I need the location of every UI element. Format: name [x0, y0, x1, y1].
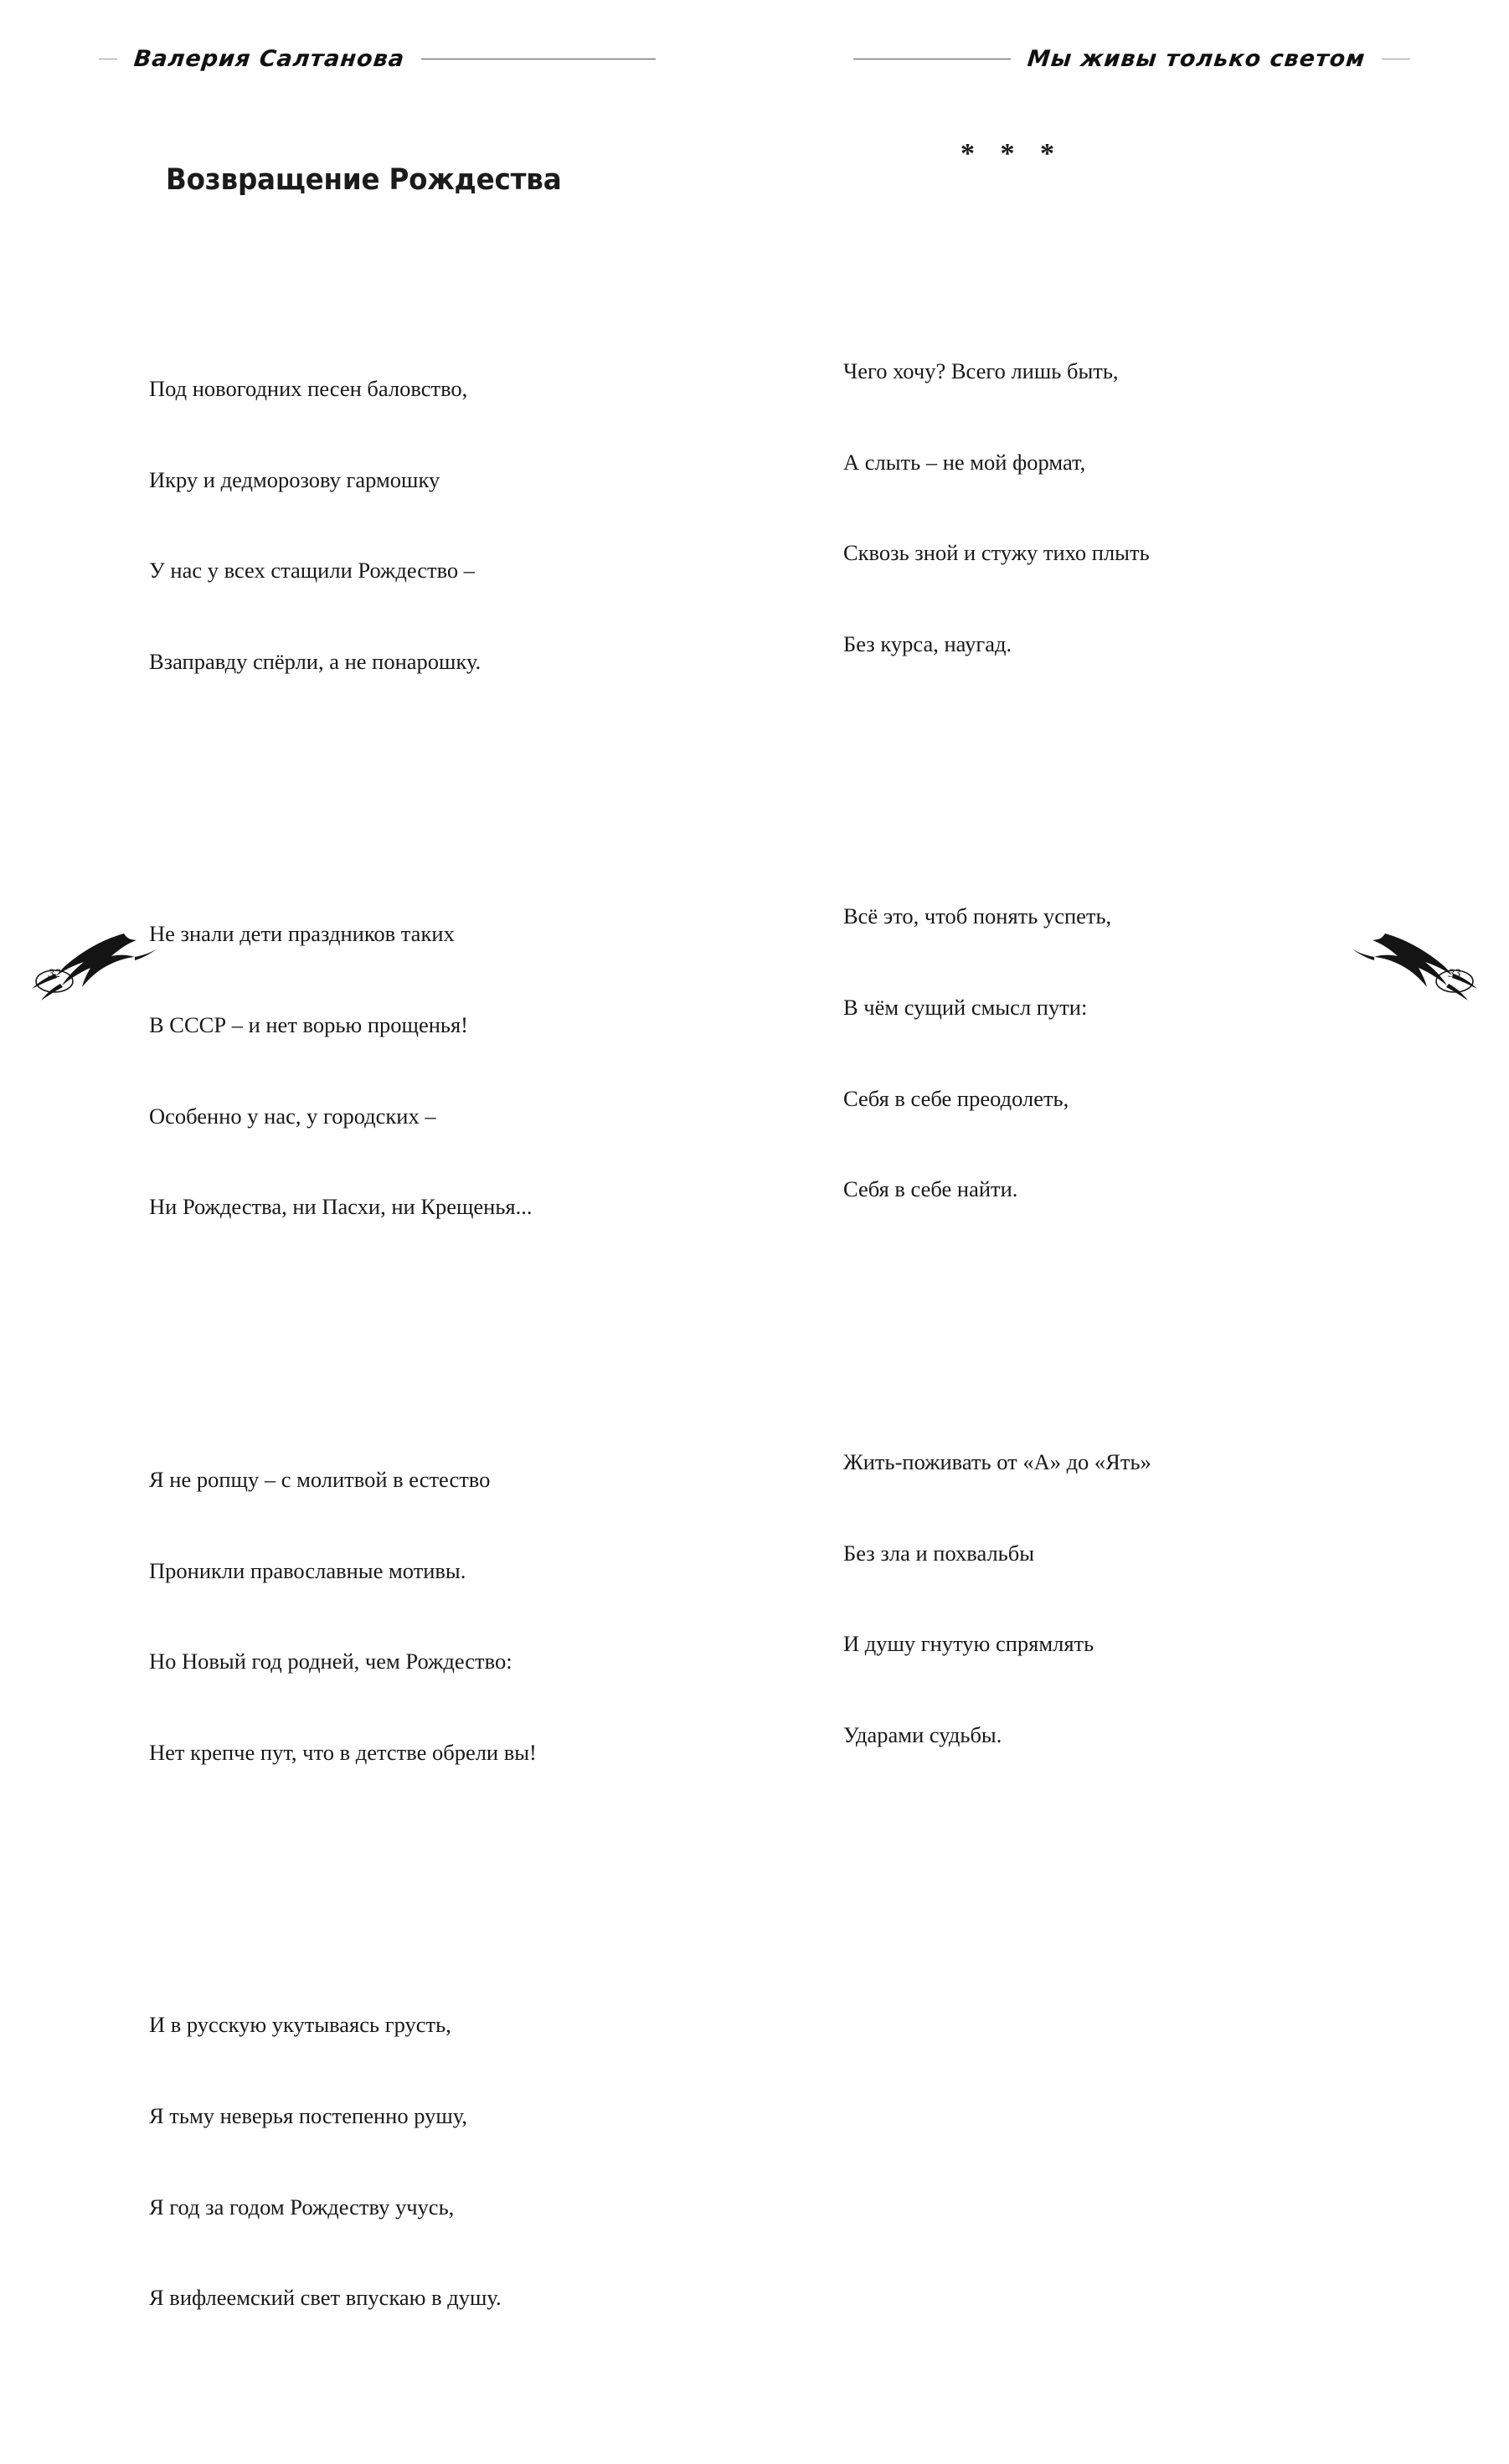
- author-name: Валерия Салтанова: [132, 45, 406, 72]
- left-page: [0, 0, 754, 2311]
- book-title: Мы живы только светом: [1025, 45, 1367, 72]
- right-page: [754, 0, 1509, 1747]
- stanza: [149, 1404, 537, 1829]
- verse-line: И в русскую укутываясь грусть,: [149, 2012, 451, 2038]
- verse-line: Нет крепче пут, что в детстве обрели вы!: [149, 1739, 537, 1765]
- verse-line: Без зла и похвальбы: [843, 1540, 1035, 1566]
- stanza: [843, 841, 1151, 1265]
- verse-line: Под новогодних песен баловство,: [149, 376, 468, 402]
- verse-line: И душу гнутую спрямлять: [843, 1631, 1094, 1657]
- verse-line: Я не ропщу – с молитвой в естество: [149, 1466, 491, 1492]
- verse-line: Я вифлеемский свет впускаю в душу.: [149, 2285, 502, 2311]
- poem-title-left: Возвращение Рождества: [166, 163, 562, 197]
- verse-line: Я год за годом Рождеству учусь,: [149, 2194, 455, 2220]
- verse-line: А слыть – не мой формат,: [843, 449, 1086, 475]
- verse-line: Сквозь зной и стужу тихо плыть: [843, 540, 1150, 566]
- verse-line: В СССР – и нет ворью прощенья!: [149, 1012, 468, 1038]
- page-number-left: 32: [48, 967, 61, 980]
- verse-line: Жить-поживать от «А» до «Ять»: [843, 1448, 1151, 1474]
- swallow-bird-icon: [20, 915, 196, 1016]
- verse-line: Ударами судьбы.: [843, 1721, 1002, 1747]
- running-head-right: [853, 40, 1410, 77]
- poem-body-right: [843, 204, 1151, 1901]
- verse-line: Взаправду спёрли, а не понарошку.: [149, 648, 482, 674]
- verse-line: Особенно у нас, у городских –: [149, 1103, 436, 1129]
- verse-line: Себя в себе преодолеть,: [843, 1085, 1069, 1111]
- stanza: [843, 296, 1151, 720]
- folio-left: [20, 915, 196, 1016]
- verse-line: Чего хочу? Всего лишь быть,: [843, 358, 1119, 384]
- folio-right: [1313, 915, 1489, 1016]
- verse-line: Икру и дедморозову гармошку: [149, 466, 440, 492]
- verse-line: Я тьму неверья постепенно рушу,: [149, 2102, 467, 2128]
- page-number-right: 33: [1448, 967, 1461, 980]
- verse-line: Всё это, чтоб понять успеть,: [843, 903, 1112, 929]
- verse-line: Проникли православные мотивы.: [149, 1557, 466, 1583]
- verse-line: Ни Рождества, ни Пасхи, ни Крещенья...: [149, 1194, 533, 1220]
- verse-line: У нас у всех стащили Рождество –: [149, 558, 476, 584]
- verse-line: Но Новый год родней, чем Рождество:: [149, 1649, 512, 1674]
- verse-line: Не знали дети праздников таких: [149, 921, 455, 947]
- stanza: [149, 858, 537, 1283]
- verse-line: В чём сущий смысл пути:: [843, 995, 1088, 1021]
- verse-line: Без курса, наугад.: [843, 630, 1012, 656]
- poem-title-right-asterisks: * * *: [961, 138, 1064, 169]
- stanza: [843, 1386, 1151, 1811]
- swallow-bird-icon: [1313, 915, 1489, 1016]
- verse-line: Себя в себе найти.: [843, 1176, 1018, 1202]
- stanza: [149, 313, 537, 738]
- stanza: [149, 1949, 537, 2374]
- poem-body-left: [149, 222, 537, 2464]
- running-head-left: [99, 40, 656, 77]
